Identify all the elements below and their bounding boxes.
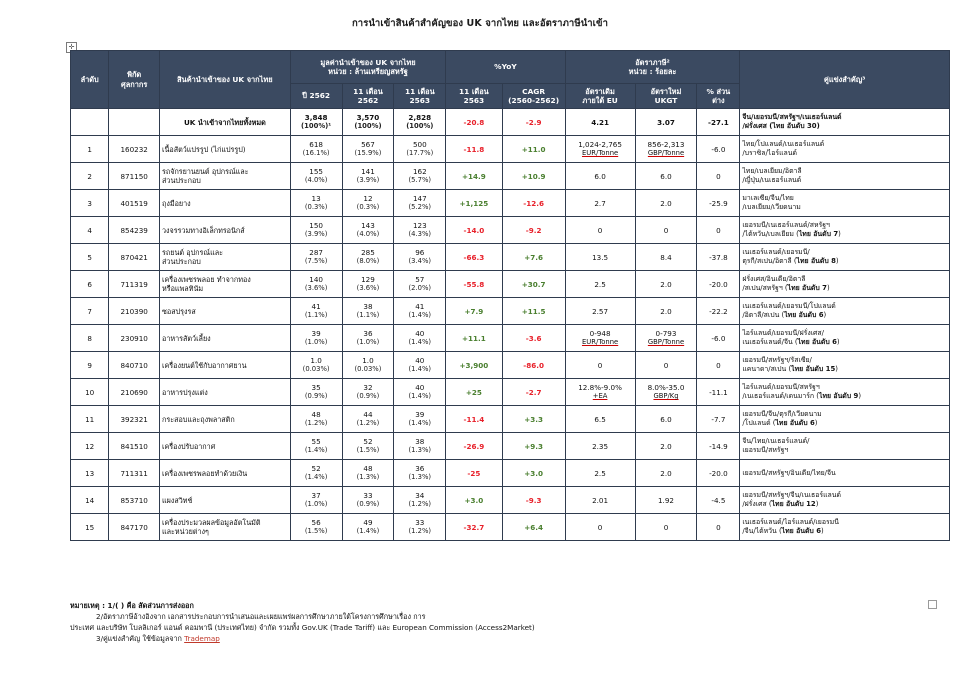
- cell-yoy: -11.4: [446, 406, 502, 433]
- table-row: [71, 433, 950, 460]
- cell-hs-code: 871150: [109, 163, 160, 190]
- header-11m-2563: [394, 84, 446, 109]
- total-value-11m-2563: 2,828 (100%): [394, 109, 446, 136]
- header-yoy-group-label: %YoY: [494, 62, 517, 72]
- footnote-3-text: 3/คู่แข่งสำคัญ ใช้ข้อมูลจาก: [96, 634, 185, 644]
- cell-value-11m-2562: 48 (1.3%): [342, 460, 394, 487]
- table-row: [71, 325, 950, 352]
- cell-value-2562: 150 (3.9%): [290, 217, 342, 244]
- cell-old-rate: 2.5: [565, 271, 635, 298]
- cell-rank: 5: [71, 244, 109, 271]
- header-old-rate: [565, 84, 635, 109]
- page-title: การนำเข้าสินค้าสำคัญของ UK จากไทย และอัตราภาษีนำเข้า: [351, 18, 609, 29]
- cell-yoy: +25: [446, 379, 502, 406]
- cell-cagr: +11.5: [502, 298, 565, 325]
- header-diff: [697, 84, 740, 109]
- table-row: [71, 217, 950, 244]
- cell-competitors: มาเลเซีย/จีน/ไทย /เบลเยียม/เวียดนาม: [740, 190, 950, 217]
- cell-competitors: เนเธอร์แลนด์/เยอรมนี/ ตุรกี/สเปน/อิตาลี (ไทย อันดับ 8): [740, 244, 950, 271]
- cell-new-rate: 1.92: [635, 487, 697, 514]
- cell-product: รถยนต์ อุปกรณ์และ ส่วนประกอบ: [160, 244, 291, 271]
- table-row: [71, 379, 950, 406]
- header-11m-2562-line2: 2562: [357, 96, 379, 105]
- cell-competitors: เยอรมนี/สหรัฐฯ/อินเดีย/ไทย/จีน: [740, 460, 950, 487]
- header-new-rate-line1: อัตราใหม่: [650, 86, 682, 96]
- cell-product: ซอสปรุงรส: [160, 298, 291, 325]
- header-tariff-group-line1: อัตราภาษี²: [635, 57, 670, 67]
- cell-yoy: -25: [446, 460, 502, 487]
- header-tariff-group: [565, 51, 740, 84]
- cell-cagr: -12.6: [502, 190, 565, 217]
- trademap-link[interactable]: Trademap: [184, 634, 220, 644]
- cell-new-rate: 0-793 GBP/Tonne: [635, 325, 697, 352]
- cell-cagr: -2.7: [502, 379, 565, 406]
- cell-value-2562: 287 (7.5%): [290, 244, 342, 271]
- cell-value-2562: 55 (1.4%): [290, 433, 342, 460]
- cell-cagr: +10.9: [502, 163, 565, 190]
- cell-yoy: -14.0: [446, 217, 502, 244]
- cell-value-11m-2562: 52 (1.5%): [342, 433, 394, 460]
- cell-hs-code: 711311: [109, 460, 160, 487]
- header-value-group-line2: หน่วย : ล้านเหรียญสหรัฐ: [328, 67, 408, 76]
- total-competitors: จีน/เยอรมนี/สหรัฐฯ/เนเธอร์แลนด์ /ฝรั่งเศส (ไทย อันดับ 30): [740, 109, 950, 136]
- cell-yoy: -66.3: [446, 244, 502, 271]
- cell-value-11m-2563: 38 (1.3%): [394, 433, 446, 460]
- cell-value-2562: 35 (0.9%): [290, 379, 342, 406]
- cell-new-rate: 0: [635, 514, 697, 541]
- cell-diff: -22.2: [697, 298, 740, 325]
- table-row: [71, 460, 950, 487]
- total-cagr: -2.9: [502, 109, 565, 136]
- header-rank-label: ลำดับ: [80, 74, 99, 84]
- cell-old-rate: 2.35: [565, 433, 635, 460]
- cell-yoy: +11.1: [446, 325, 502, 352]
- cell-yoy: +7.9: [446, 298, 502, 325]
- cell-yoy: +1,125: [446, 190, 502, 217]
- cell-product: เครื่องประมวลผลข้อมูลอัตโนมัติ และหน่วยต่างๆ: [160, 514, 291, 541]
- total-yoy: -20.8: [446, 109, 502, 136]
- footnote-2-text: 2/อัตราภาษีอ้างอิงจาก เอกสารประกอบการนำเสนอและเผยแพร่ผลการศึกษาภายใต้โครงการศึกษาเรื่อง การ: [96, 612, 426, 622]
- cell-diff: -7.7: [697, 406, 740, 433]
- table-header: [71, 51, 950, 109]
- footnote-2-cont: ประเทศ และบริษัท โบลลิเกอร์ แอนด์ คอมพานี (ประเทศไทย) จำกัด รวมทั้ง Gov.UK (Trade Tariff) และ European Commission (Access2Market): [70, 623, 535, 633]
- cell-rank: 2: [71, 163, 109, 190]
- cell-yoy: +3,900: [446, 352, 502, 379]
- cell-value-11m-2562: 49 (1.4%): [342, 514, 394, 541]
- header-hs-code: [109, 51, 160, 109]
- cell-value-2562: 1.0 (0.03%): [290, 352, 342, 379]
- total-old-rate: 4.21: [565, 109, 635, 136]
- cell-product: กระสอบและถุงพลาสติก: [160, 406, 291, 433]
- cell-hs-code: 210690: [109, 379, 160, 406]
- header-cagr-line1: CAGR: [522, 86, 546, 96]
- cell-product: อาหารสัตว์เลี้ยง: [160, 325, 291, 352]
- cell-diff: -11.1: [697, 379, 740, 406]
- cell-new-rate: 0: [635, 217, 697, 244]
- cell-cagr: -3.6: [502, 325, 565, 352]
- cell-yoy: -11.8: [446, 136, 502, 163]
- cell-hs-code: 840710: [109, 352, 160, 379]
- cell-diff: -25.9: [697, 190, 740, 217]
- cell-competitors: จีน/ไทย/เนเธอร์แลนด์/ เยอรมนี/สหรัฐฯ: [740, 433, 950, 460]
- cell-hs-code: 401519: [109, 190, 160, 217]
- cell-hs-code: 854239: [109, 217, 160, 244]
- cell-value-11m-2563: 39 (1.4%): [394, 406, 446, 433]
- table-row: [71, 514, 950, 541]
- table-row: [71, 298, 950, 325]
- cell-value-11m-2562: 567 (15.9%): [342, 136, 394, 163]
- total-value-11m-2562: 3,570 (100%): [342, 109, 394, 136]
- cell-old-rate: 0: [565, 352, 635, 379]
- cell-value-11m-2562: 141 (3.9%): [342, 163, 394, 190]
- cell-rank: 4: [71, 217, 109, 244]
- total-hs: [109, 109, 160, 136]
- cell-product: วงจรรวมทางอิเล็กทรอนิกส์: [160, 217, 291, 244]
- cell-yoy: -55.8: [446, 271, 502, 298]
- cell-product: เนื้อสัตว์แปรรูป (ไก่แปรรูป): [160, 136, 291, 163]
- cell-competitors: ฝรั่งเศส/อินเดีย/อิตาลี /สเปน/สหรัฐฯ (ไทย อันดับ 7): [740, 271, 950, 298]
- cell-old-rate: 2.7: [565, 190, 635, 217]
- cell-rank: 11: [71, 406, 109, 433]
- cell-product: แผงสวิทช์: [160, 487, 291, 514]
- cell-diff: -20.0: [697, 271, 740, 298]
- cell-value-2562: 39 (1.0%): [290, 325, 342, 352]
- cell-value-11m-2563: 41 (1.4%): [394, 298, 446, 325]
- cell-new-rate: 6.0: [635, 163, 697, 190]
- cell-rank: 14: [71, 487, 109, 514]
- cell-rank: 6: [71, 271, 109, 298]
- cell-old-rate: 0: [565, 514, 635, 541]
- cell-hs-code: 711319: [109, 271, 160, 298]
- cell-value-11m-2563: 40 (1.4%): [394, 352, 446, 379]
- cell-product: รถจักรยานยนต์ อุปกรณ์และ ส่วนประกอบ: [160, 163, 291, 190]
- cell-value-11m-2562: 129 (3.6%): [342, 271, 394, 298]
- cell-competitors: เยอรมนี/เนเธอร์แลนด์/สหรัฐฯ /ไต้หวัน/เบลเยียม (ไทย อันดับ 7): [740, 217, 950, 244]
- cell-old-rate: 2.5: [565, 460, 635, 487]
- header-tariff-group-line2: หน่วย : ร้อยละ: [628, 67, 677, 76]
- table-row: [71, 352, 950, 379]
- header-old-rate-line1: อัตราเดิม: [585, 86, 615, 96]
- cell-old-rate: 6.5: [565, 406, 635, 433]
- header-11m-2562: [342, 84, 394, 109]
- cell-product: อาหารปรุงแต่ง: [160, 379, 291, 406]
- cell-rank: 13: [71, 460, 109, 487]
- cell-hs-code: 847170: [109, 514, 160, 541]
- header-yoy-group: [446, 51, 565, 84]
- header-value-group-line1: มูลค่านำเข้าของ UK จากไทย: [320, 57, 416, 67]
- cell-value-2562: 155 (4.0%): [290, 163, 342, 190]
- cell-old-rate: 2.57: [565, 298, 635, 325]
- cell-yoy: +14.9: [446, 163, 502, 190]
- header-11m-2562-line1: 11 เดือน: [353, 86, 383, 96]
- cell-value-11m-2562: 33 (0.9%): [342, 487, 394, 514]
- cell-value-2562: 37 (1.0%): [290, 487, 342, 514]
- cell-rank: 1: [71, 136, 109, 163]
- cell-competitors: เนเธอร์แลนด์/เยอรมนี/โปแลนด์ /อิตาลี/สเปน (ไทย อันดับ 6): [740, 298, 950, 325]
- cell-rank: 8: [71, 325, 109, 352]
- cell-diff: 0: [697, 163, 740, 190]
- cell-value-11m-2562: 38 (1.1%): [342, 298, 394, 325]
- cell-value-11m-2562: 36 (1.0%): [342, 325, 394, 352]
- table-row: [71, 190, 950, 217]
- cell-competitors: เยอรมนี/สหรัฐฯ/จีน/เนเธอร์แลนด์ /ฝรั่งเศส (ไทย อันดับ 12): [740, 487, 950, 514]
- cell-diff: -6.0: [697, 136, 740, 163]
- cell-value-11m-2563: 40 (1.4%): [394, 379, 446, 406]
- table-row: [71, 163, 950, 190]
- cell-cagr: +7.6: [502, 244, 565, 271]
- cell-competitors: ไทย/โปแลนด์/เนเธอร์แลนด์ /บราซิล/ไอร์แลนด์: [740, 136, 950, 163]
- cell-cagr: +11.0: [502, 136, 565, 163]
- cell-cagr: +3.0: [502, 460, 565, 487]
- cell-new-rate: 8.4: [635, 244, 697, 271]
- header-diff-line2: ต่าง: [712, 96, 725, 105]
- header-11m-2563-line1: 11 เดือน: [404, 86, 435, 96]
- header-year-2562-label: ปี 2562: [302, 91, 331, 101]
- cell-cagr: -86.0: [502, 352, 565, 379]
- cell-diff: 0: [697, 514, 740, 541]
- cell-value-11m-2563: 57 (2.0%): [394, 271, 446, 298]
- header-product-label: สินค้านำเข้าของ UK จากไทย: [177, 74, 273, 84]
- header-product: [160, 51, 291, 109]
- cell-value-11m-2562: 44 (1.2%): [342, 406, 394, 433]
- table-row: [71, 271, 950, 298]
- cell-rank: 9: [71, 352, 109, 379]
- cell-competitors: ไอร์แลนด์/เยอรมนี/สหรัฐฯ /เนเธอร์แลนด์/เดนมาร์ก (ไทย อันดับ 9): [740, 379, 950, 406]
- cell-hs-code: 210390: [109, 298, 160, 325]
- table-body: [71, 109, 950, 541]
- cell-value-2562: 48 (1.2%): [290, 406, 342, 433]
- cell-new-rate: 856-2,313 GBP/Tonne: [635, 136, 697, 163]
- header-value-group: [290, 51, 446, 84]
- cell-value-11m-2562: 32 (0.9%): [342, 379, 394, 406]
- total-new-rate: 3.07: [635, 109, 697, 136]
- cell-value-11m-2563: 147 (5.2%): [394, 190, 446, 217]
- cell-value-11m-2563: 500 (17.7%): [394, 136, 446, 163]
- cell-old-rate: 2.01: [565, 487, 635, 514]
- cell-old-rate: 13.5: [565, 244, 635, 271]
- cell-competitors: ไอร์แลนด์/เยอรมนี/ฝรั่งเศส/ เนเธอร์แลนด์/จีน (ไทย อันดับ 6): [740, 325, 950, 352]
- import-tariff-table: [70, 50, 950, 541]
- header-competitor-label: คู่แข่งสำคัญ³: [823, 74, 866, 84]
- cell-yoy: -26.9: [446, 433, 502, 460]
- cell-value-11m-2563: 36 (1.3%): [394, 460, 446, 487]
- cell-rank: 3: [71, 190, 109, 217]
- cell-new-rate: 2.0: [635, 433, 697, 460]
- cell-old-rate: 6.0: [565, 163, 635, 190]
- cell-value-11m-2563: 162 (5.7%): [394, 163, 446, 190]
- header-yoy-11m-line2: 2563: [463, 96, 485, 105]
- table-row: [71, 487, 950, 514]
- header-cagr-line2: (2560-2562): [508, 96, 560, 105]
- cell-diff: -20.0: [697, 460, 740, 487]
- table-row: [71, 244, 950, 271]
- header-new-rate-line2: UKGT: [654, 96, 678, 105]
- cell-value-2562: 56 (1.5%): [290, 514, 342, 541]
- cell-old-rate: 1,024-2,765 EUR/Tonne: [565, 136, 635, 163]
- cell-value-11m-2563: 34 (1.2%): [394, 487, 446, 514]
- cell-competitors: ไทย/เบลเยียม/อิตาลี /ญี่ปุ่น/เนเธอร์แลนด์: [740, 163, 950, 190]
- cell-product: เครื่องเพชรพลอยทำด้วยเงิน: [160, 460, 291, 487]
- cell-old-rate: 0: [565, 217, 635, 244]
- cell-hs-code: 870421: [109, 244, 160, 271]
- footnotes: [70, 600, 960, 645]
- cell-hs-code: 853710: [109, 487, 160, 514]
- cell-value-11m-2562: 1.0 (0.03%): [342, 352, 394, 379]
- cell-rank: 7: [71, 298, 109, 325]
- cell-cagr: +30.7: [502, 271, 565, 298]
- header-year-2562: [290, 84, 342, 109]
- cell-value-11m-2563: 40 (1.4%): [394, 325, 446, 352]
- cell-rank: 12: [71, 433, 109, 460]
- total-diff: -27.1: [697, 109, 740, 136]
- cell-cagr: -9.2: [502, 217, 565, 244]
- table-row-total: [71, 109, 950, 136]
- cell-new-rate: 0: [635, 352, 697, 379]
- cell-rank: 15: [71, 514, 109, 541]
- cell-value-2562: 618 (16.1%): [290, 136, 342, 163]
- cell-rank: 10: [71, 379, 109, 406]
- cell-cagr: +9.3: [502, 433, 565, 460]
- cell-cagr: -9.3: [502, 487, 565, 514]
- cell-yoy: +3.0: [446, 487, 502, 514]
- cell-new-rate: 8.0%-35.0 GBP/Kg: [635, 379, 697, 406]
- cell-hs-code: 841510: [109, 433, 160, 460]
- header-hs-code-line1: พิกัด: [127, 70, 142, 80]
- cell-hs-code: 160232: [109, 136, 160, 163]
- move-handle-icon[interactable]: ✛: [66, 42, 77, 53]
- footnote-3: [96, 633, 960, 644]
- cell-value-11m-2563: 96 (3.4%): [394, 244, 446, 271]
- total-rank: [71, 109, 109, 136]
- cell-new-rate: 2.0: [635, 190, 697, 217]
- table-row: [71, 136, 950, 163]
- cell-cagr: +6.4: [502, 514, 565, 541]
- cell-value-2562: 13 (0.3%): [290, 190, 342, 217]
- header-11m-2563-line2: 2563: [409, 96, 431, 105]
- cell-diff: -37.8: [697, 244, 740, 271]
- table-row: [71, 406, 950, 433]
- header-yoy-11m-2563: [446, 84, 502, 109]
- footnote-1: หมายเหตุ : 1/( ) คือ สัดส่วนการส่งออก: [70, 601, 194, 610]
- header-yoy-11m-line1: 11 เดือน: [459, 86, 489, 96]
- cell-value-11m-2562: 143 (4.0%): [342, 217, 394, 244]
- total-value-2562: 3,848 (100%)¹: [290, 109, 342, 136]
- cell-value-11m-2562: 12 (0.3%): [342, 190, 394, 217]
- cell-value-11m-2562: 285 (8.0%): [342, 244, 394, 271]
- header-cagr: [502, 84, 565, 109]
- cell-diff: -6.0: [697, 325, 740, 352]
- cell-product: ถุงมือยาง: [160, 190, 291, 217]
- cell-competitors: เยอรมนี/จีน/ตุรกี/เวียดนาม /โปแลนด์ (ไทย อันดับ 6): [740, 406, 950, 433]
- total-label: UK นำเข้าจากไทยทั้งหมด: [160, 109, 291, 136]
- header-competitor: [740, 51, 950, 109]
- footnote-2: [96, 611, 960, 622]
- cell-value-2562: 52 (1.4%): [290, 460, 342, 487]
- header-old-rate-line2: ภายใต้ EU: [582, 96, 618, 105]
- cell-new-rate: 6.0: [635, 406, 697, 433]
- cell-diff: 0: [697, 217, 740, 244]
- cell-value-11m-2563: 123 (4.3%): [394, 217, 446, 244]
- cell-yoy: -32.7: [446, 514, 502, 541]
- cell-new-rate: 2.0: [635, 460, 697, 487]
- header-new-rate: [635, 84, 697, 109]
- cell-product: เครื่องเพชรพลอย ทำจากทอง หรือแพลทินัม: [160, 271, 291, 298]
- cell-new-rate: 2.0: [635, 271, 697, 298]
- cell-value-11m-2563: 33 (1.2%): [394, 514, 446, 541]
- cell-value-2562: 41 (1.1%): [290, 298, 342, 325]
- cell-value-2562: 140 (3.6%): [290, 271, 342, 298]
- cell-old-rate: 12.8%-9.0% +EA: [565, 379, 635, 406]
- header-hs-code-line2: ศุลกากร: [121, 79, 148, 89]
- cell-hs-code: 230910: [109, 325, 160, 352]
- cell-competitors: เยอรมนี/สหรัฐฯ/รัสเซีย/ แคนาดา/สเปน (ไทย อันดับ 15): [740, 352, 950, 379]
- cell-hs-code: 392321: [109, 406, 160, 433]
- cell-competitors: เนเธอร์แลนด์/ไอร์แลนด์/เยอรมนี /จีน/ไต้หวัน (ไทย อันดับ 6): [740, 514, 950, 541]
- header-rank: [71, 51, 109, 109]
- cell-diff: -4.5: [697, 487, 740, 514]
- cell-cagr: +3.3: [502, 406, 565, 433]
- cell-product: เครื่องยนต์ใช้กับอากาศยาน: [160, 352, 291, 379]
- cell-new-rate: 2.0: [635, 298, 697, 325]
- header-diff-line1: % ส่วน: [706, 86, 731, 96]
- cell-diff: 0: [697, 352, 740, 379]
- cell-old-rate: 0-948 EUR/Tonne: [565, 325, 635, 352]
- cell-product: เครื่องปรับอากาศ: [160, 433, 291, 460]
- cell-diff: -14.9: [697, 433, 740, 460]
